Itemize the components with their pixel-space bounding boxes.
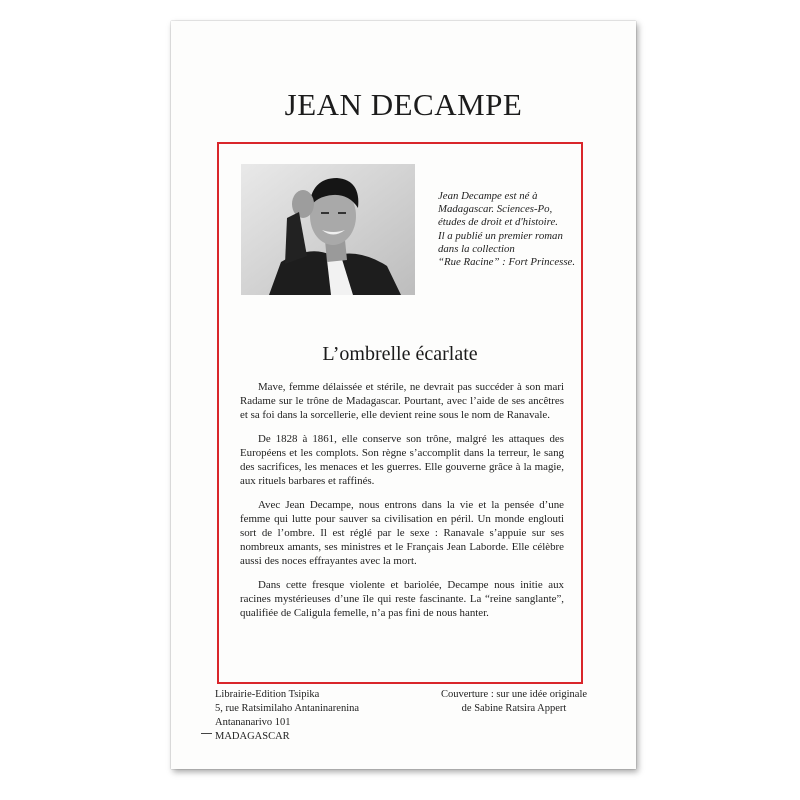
bio-line: “Rue Racine” : Fort Princesse. <box>438 256 576 269</box>
author-name: JEAN DECAMPE <box>284 87 523 122</box>
publisher-line: Antananarivo 101 <box>215 717 291 728</box>
bio-line: dans la collection <box>438 242 515 255</box>
publisher-address <box>215 688 359 744</box>
author-photo <box>241 164 415 295</box>
author-portrait-image <box>241 164 415 295</box>
bio-line: Madagascar. Sciences-Po, <box>438 203 553 216</box>
dash-mark <box>201 733 212 734</box>
synopsis-paragraph: Dans cette fresque violente et bariolée, Decampe nous initie aux racines mystérieuses d’une île qui reste fascinante. La “reine sanglante”, qualifiée de Caligula femelle, n’a pas fini de nous hanter. <box>240 579 564 619</box>
author-bio <box>438 190 578 269</box>
credit-line: de Sabine Ratsira Appert <box>461 703 567 714</box>
bio-line: Jean Decampe est né à <box>438 190 538 202</box>
credit-line: Couverture : sur une idée originale <box>440 689 588 700</box>
bio-line: Il a publié un premier roman <box>438 229 563 242</box>
book-title: L’ombrelle écarlate <box>322 343 478 365</box>
synopsis-paragraph: Mave, femme délaissée et stérile, ne devrait pas succéder à son mari Radame sur le trône de Madagascar. Pourtant, avec l’aide de ses ancêtres et sa foi dans la sorcellerie, elle devient reine sous le nom de Ranavale. <box>240 381 564 421</box>
back-cover-page <box>171 21 636 769</box>
cover-credit <box>429 688 599 716</box>
publisher-line: MADAGASCAR <box>215 731 290 742</box>
publisher-line: 5, rue Ratsimilaho Antaninarenina <box>215 703 360 714</box>
red-frame <box>217 142 583 684</box>
synopsis-paragraph: De 1828 à 1861, elle conserve son trône, malgré les attaques des Européens et les complots. Son règne s’accomplit dans la terreur, le sang des sacrifices, les menaces et les guerres. Elle gouverne grâce à la magie, aux rituels barbares et raffinés. <box>240 433 564 487</box>
publisher-line: Librairie-Edition Tsipika <box>215 689 320 700</box>
synopsis-paragraph: Avec Jean Decampe, nous entrons dans la vie et la pensée d’une femme qui lutte pour sauver sa civilisation en péril. Un monde englouti sort de l’ombre. Il est réglé par le sexe : Ranavale s’appuie sur ses nombreux amants, ses ministres et le Français Jean Laborde. Elle célèbre aussi des noces effrayantes avec la mort. <box>240 499 564 567</box>
bio-line: études de droit et d'histoire. <box>438 216 558 229</box>
synopsis <box>240 380 564 630</box>
